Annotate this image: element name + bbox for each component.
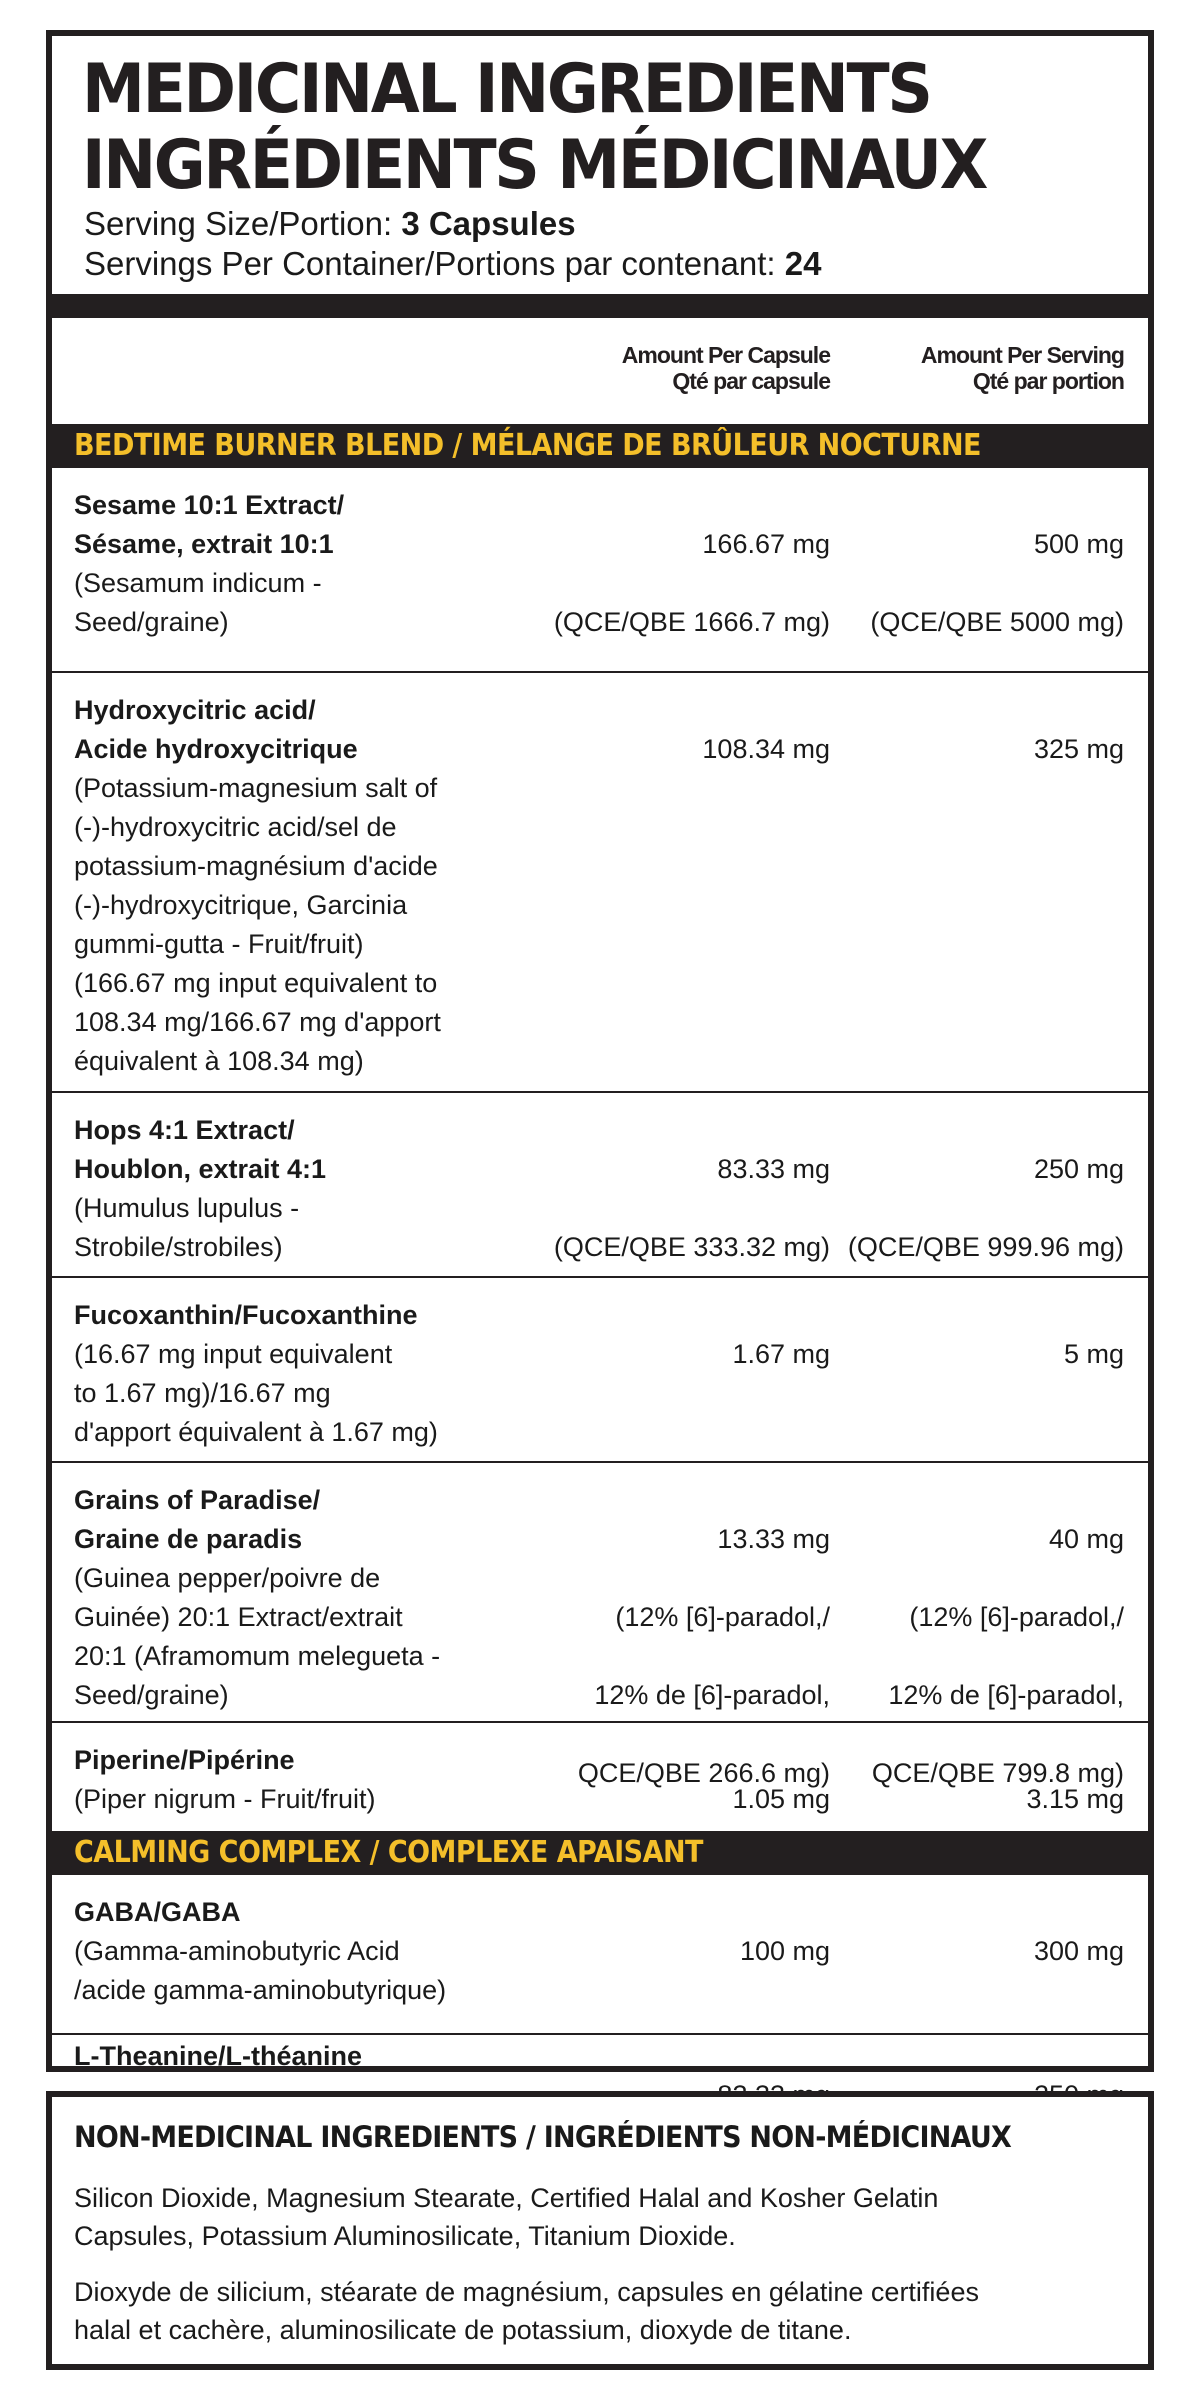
section-title: CALMING COMPLEX / COMPLEXE APAISANT xyxy=(74,1835,703,1870)
amount-per-capsule xyxy=(702,691,830,808)
ingredient-name: Acide hydroxycitrique xyxy=(74,734,358,764)
serving-size-label: Serving Size/Portion: xyxy=(84,205,402,242)
ingredient-name: Sésame, extrait 10:1 xyxy=(74,529,334,559)
non-medicinal-french xyxy=(74,2273,1124,2349)
ingredient-name: Graine de paradis xyxy=(74,1524,303,1554)
panel-header xyxy=(52,36,1148,284)
ingredient-name-block xyxy=(74,1481,544,1715)
column-header-per-serving-en: Amount Per Serving xyxy=(920,342,1124,368)
ingredient-description: (-)-hydroxycitrique, Garcinia xyxy=(74,890,408,920)
serving-size-value: 3 Capsules xyxy=(401,205,576,242)
non-medicinal-line: Dioxyde de silicium, stéarate de magnésium, capsules en gélatine certifiées xyxy=(74,2277,979,2307)
servings-per-container-value: 24 xyxy=(784,245,822,282)
amount-line: QCE/QBE 799.8 mg) xyxy=(871,1758,1124,1788)
serving-size xyxy=(82,204,1118,244)
amount-line: (12% [6]-paradol,/ xyxy=(615,1602,830,1632)
ingredient-description: (Humulus lupulus - xyxy=(74,1193,300,1223)
ingredient-description: 108.34 mg/166.67 mg d'apport xyxy=(74,1007,441,1037)
amount-line: 13.33 mg xyxy=(717,1524,830,1554)
amount-line: 325 mg xyxy=(1033,734,1124,764)
amount-line: 1.05 mg xyxy=(732,1784,830,1814)
amount-per-serving xyxy=(1034,1893,1124,2010)
amount-per-serving xyxy=(848,1111,1124,1306)
ingredient-description: gummi-gutta - Fruit/fruit) xyxy=(74,929,364,959)
amount-line: 83.33 mg xyxy=(717,1154,830,1184)
ingredient-row-l-theanine xyxy=(52,2035,1148,2071)
ingredient-row-fucoxanthin xyxy=(52,1278,1148,1463)
ingredient-name: Grains of Paradise/ xyxy=(74,1485,321,1515)
amount-per-serving xyxy=(1064,1296,1124,1413)
amount-line: 300 mg xyxy=(1033,1936,1124,1966)
column-headers xyxy=(52,318,1148,424)
ingredient-name-block xyxy=(74,1741,544,1819)
amount-line: 40 mg xyxy=(1048,1524,1124,1554)
amount-line: (QCE/QBE 1666.7 mg) xyxy=(553,607,830,637)
amount-line: (QCE/QBE 333.32 mg) xyxy=(553,1232,830,1262)
ingredient-name: Hops 4:1 Extract/ xyxy=(74,1115,295,1145)
non-medicinal-title: NON-MEDICINAL INGREDIENTS / INGRÉDIENTS NON-MÉDICINAUX xyxy=(74,2120,1012,2154)
ingredient-description: (Gamma-aminobutyric Acid xyxy=(74,1936,400,1966)
ingredient-description: (-)-hydroxycitric acid/sel de xyxy=(74,812,397,842)
ingredient-name: Piperine/Pipérine xyxy=(74,1745,295,1775)
amount-line: 12% de [6]-paradol, xyxy=(888,1680,1124,1710)
amount-line: 166.67 mg xyxy=(702,529,830,559)
ingredient-name: L-Theanine/L-théanine xyxy=(74,2041,363,2071)
ingredient-description: Strobile/strobiles) xyxy=(74,1232,283,1262)
non-medicinal-ingredients-panel xyxy=(46,2091,1154,2370)
ingredient-row-sesame xyxy=(52,468,1148,673)
amount-per-serving xyxy=(1034,691,1124,808)
section-bar-bedtime-burner-blend xyxy=(52,424,1148,468)
column-header-per-capsule xyxy=(622,342,830,394)
amount-line: (QCE/QBE 5000 mg) xyxy=(870,607,1124,637)
title-french: INGRÉDIENTS MÉDICINAUX xyxy=(82,126,987,205)
ingredient-name: Sesame 10:1 Extract/ xyxy=(74,490,345,520)
amount-per-capsule xyxy=(554,486,830,681)
ingredient-row-hydroxycitric-acid xyxy=(52,673,1148,1093)
non-medicinal-line: Capsules, Potassium Aluminosilicate, Titanium Dioxide. xyxy=(74,2221,736,2251)
amount-line: 108.34 mg xyxy=(702,734,830,764)
column-header-per-serving-fr: Qté par portion xyxy=(972,368,1124,394)
ingredient-description: (Guinea pepper/poivre de xyxy=(74,1563,381,1593)
ingredient-row-gaba xyxy=(52,1875,1148,2035)
ingredient-description: (166.67 mg input equivalent to xyxy=(74,968,438,998)
ingredient-name: Houblon, extrait 4:1 xyxy=(74,1154,327,1184)
column-header-per-capsule-en: Amount Per Capsule xyxy=(621,342,830,368)
ingredient-description: Guinée) 20:1 Extract/extrait xyxy=(74,1602,403,1632)
amount-per-capsule xyxy=(732,1296,830,1413)
medicinal-ingredients-panel xyxy=(46,30,1154,2072)
ingredient-description: potassium-magnésium d'acide xyxy=(74,851,438,881)
title-english: MEDICINAL INGREDIENTS xyxy=(82,50,931,129)
amount-line: QCE/QBE 266.6 mg) xyxy=(577,1758,830,1788)
amount-per-capsule xyxy=(740,1893,830,2010)
ingredient-name-block xyxy=(74,486,544,642)
ingredient-description: (16.67 mg input equivalent xyxy=(74,1339,393,1369)
amount-line: 12% de [6]-paradol, xyxy=(594,1680,830,1710)
ingredient-description: Seed/graine) xyxy=(74,607,229,637)
non-medicinal-line: halal et cachère, aluminosilicate de potassium, dioxyde de titane. xyxy=(74,2315,852,2345)
ingredient-name-block xyxy=(74,1893,594,2010)
ingredient-description: d'apport équivalent à 1.67 mg) xyxy=(74,1417,438,1447)
ingredient-description: équivalent à 108.34 mg) xyxy=(74,1046,364,1076)
amount-per-serving xyxy=(870,486,1124,681)
ingredient-name-block xyxy=(74,1111,544,1267)
ingredient-name-block xyxy=(74,2037,544,2076)
ingredient-description: to 1.67 mg)/16.67 mg xyxy=(74,1378,331,1408)
header-divider-bar xyxy=(52,294,1148,318)
amount-line: 250 mg xyxy=(1033,1154,1124,1184)
ingredient-name-block xyxy=(74,691,544,1081)
section-title: BEDTIME BURNER BLEND / MÉLANGE DE BRÛLEUR NOCTURNE xyxy=(74,428,981,463)
section-bar-calming-complex xyxy=(52,1831,1148,1875)
column-header-per-serving xyxy=(921,342,1124,394)
non-medicinal-english xyxy=(74,2179,1124,2255)
column-header-per-capsule-fr: Qté par capsule xyxy=(672,368,830,394)
amount-line: 500 mg xyxy=(1033,529,1124,559)
amount-line: 1.67 mg xyxy=(732,1339,830,1369)
ingredient-description: (Piper nigrum - Fruit/fruit) xyxy=(74,1784,376,1814)
ingredient-row-hops xyxy=(52,1093,1148,1278)
ingredient-name: GABA/GABA xyxy=(74,1897,241,1927)
ingredient-name: Fucoxanthin/Fucoxanthine xyxy=(74,1300,418,1330)
ingredient-name: Hydroxycitric acid/ xyxy=(74,695,316,725)
servings-per-container xyxy=(82,244,1118,284)
ingredient-description: /acide gamma-aminobutyrique) xyxy=(74,1975,447,2005)
non-medicinal-line: Silicon Dioxide, Magnesium Stearate, Certified Halal and Kosher Gelatin xyxy=(74,2183,939,2213)
ingredient-description: (Sesamum indicum - xyxy=(74,568,322,598)
servings-per-container-label: Servings Per Container/Portions par contenant: xyxy=(84,245,785,282)
ingredient-description: Seed/graine) xyxy=(74,1680,229,1710)
ingredient-description: 20:1 (Aframomum melegueta - xyxy=(74,1641,441,1671)
amount-line: 100 mg xyxy=(739,1936,830,1966)
ingredient-description: (Potassium-magnesium salt of xyxy=(74,773,438,803)
amount-per-capsule xyxy=(554,1111,830,1306)
ingredient-name-block xyxy=(74,1296,544,1452)
ingredient-row-piperine xyxy=(52,1723,1148,1831)
amount-line: (QCE/QBE 999.96 mg) xyxy=(847,1232,1124,1262)
amount-line: 3.15 mg xyxy=(1026,1784,1124,1814)
amount-line: (12% [6]-paradol,/ xyxy=(909,1602,1124,1632)
amount-line: 5 mg xyxy=(1063,1339,1124,1369)
